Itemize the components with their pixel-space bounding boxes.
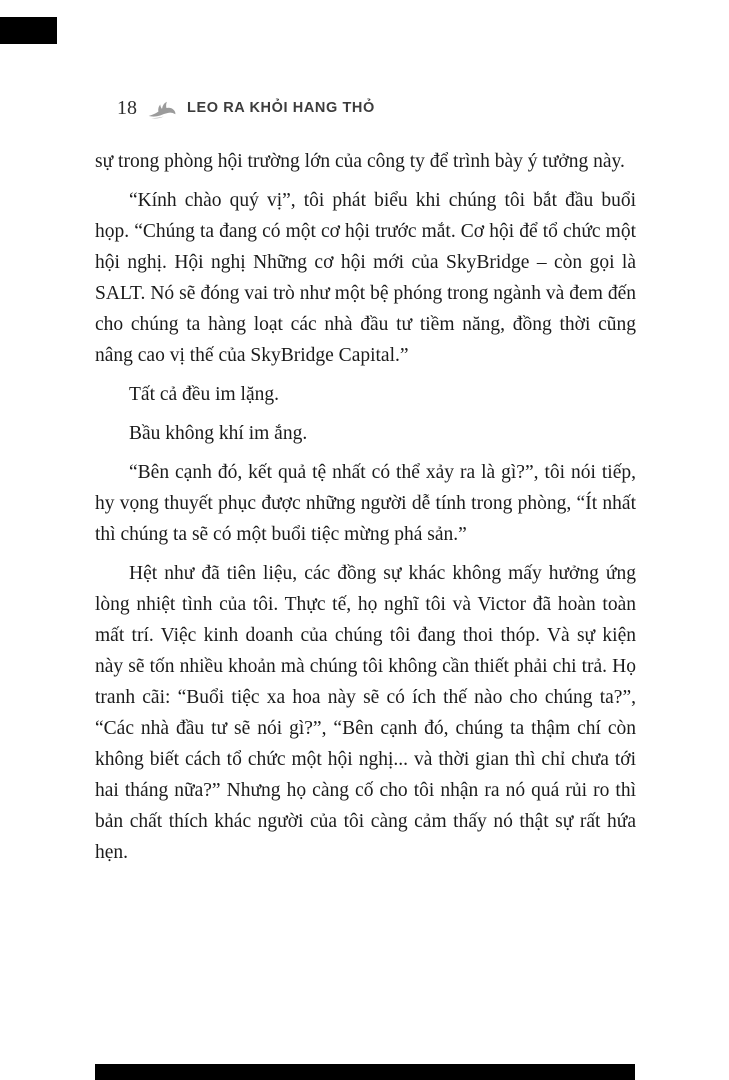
paragraph: Bầu không khí im ắng. — [129, 423, 308, 444]
body-text — [95, 146, 636, 876]
paragraph: “Bên cạnh đó, kết quả tệ nhất có thể xảy ra là gì?”, tôi nói tiếp, hy vọng thuyết phục được những người dễ tính trong phòng, “Ít nhất thì chúng ta sẽ có một buổi tiệc mừng phá sản.” — [95, 462, 636, 545]
paragraph: Tất cả đều im lặng. — [129, 384, 279, 405]
rabbit-icon — [146, 96, 178, 120]
page-number: 18 — [117, 97, 137, 119]
corner-scan-mark — [0, 17, 57, 44]
footer-bar — [95, 1064, 635, 1080]
running-head: LEO RA KHỎI HANG THỎ — [187, 100, 375, 116]
page-header — [117, 96, 375, 120]
paragraph: sự trong phòng hội trường lớn của công ty để trình bày ý tưởng này. — [95, 151, 625, 172]
paragraph: “Kính chào quý vị”, tôi phát biểu khi chúng tôi bắt đầu buổi họp. “Chúng ta đang có một cơ hội trước mắt. Cơ hội để tổ chức một hội nghị. Hội nghị Những cơ hội mới của SkyBridge – còn gọi là SALT. Nó sẽ đóng vai trò như một bệ phóng trong ngành và đem đến cho chúng ta hàng loạt các nhà đầu tư tiềm năng, đồng thời cũng nâng cao vị thế của SkyBridge Capital.” — [95, 190, 636, 366]
paragraph: Hệt như đã tiên liệu, các đồng sự khác không mấy hưởng ứng lòng nhiệt tình của tôi. Thực tế, họ nghĩ tôi và Victor đã hoàn toàn mất trí. Việc kinh doanh của chúng tôi đang thoi thóp. Và sự kiện này sẽ tốn nhiều khoản mà chúng tôi không cần thiết phải chi trả. Họ tranh cãi: “Buổi tiệc xa hoa này sẽ có ích thế nào cho chúng ta?”, “Các nhà đầu tư sẽ nói gì?”, “Bên cạnh đó, chúng ta thậm chí còn không biết cách tổ chức một hội nghị... và thời gian thì chỉ chưa tới hai tháng nữa?” Nhưng họ càng cố cho tôi nhận ra nó quá rủi ro thì bản chất thích khác người của tôi càng cảm thấy nó thật sự rất hứa hẹn. — [95, 563, 636, 863]
